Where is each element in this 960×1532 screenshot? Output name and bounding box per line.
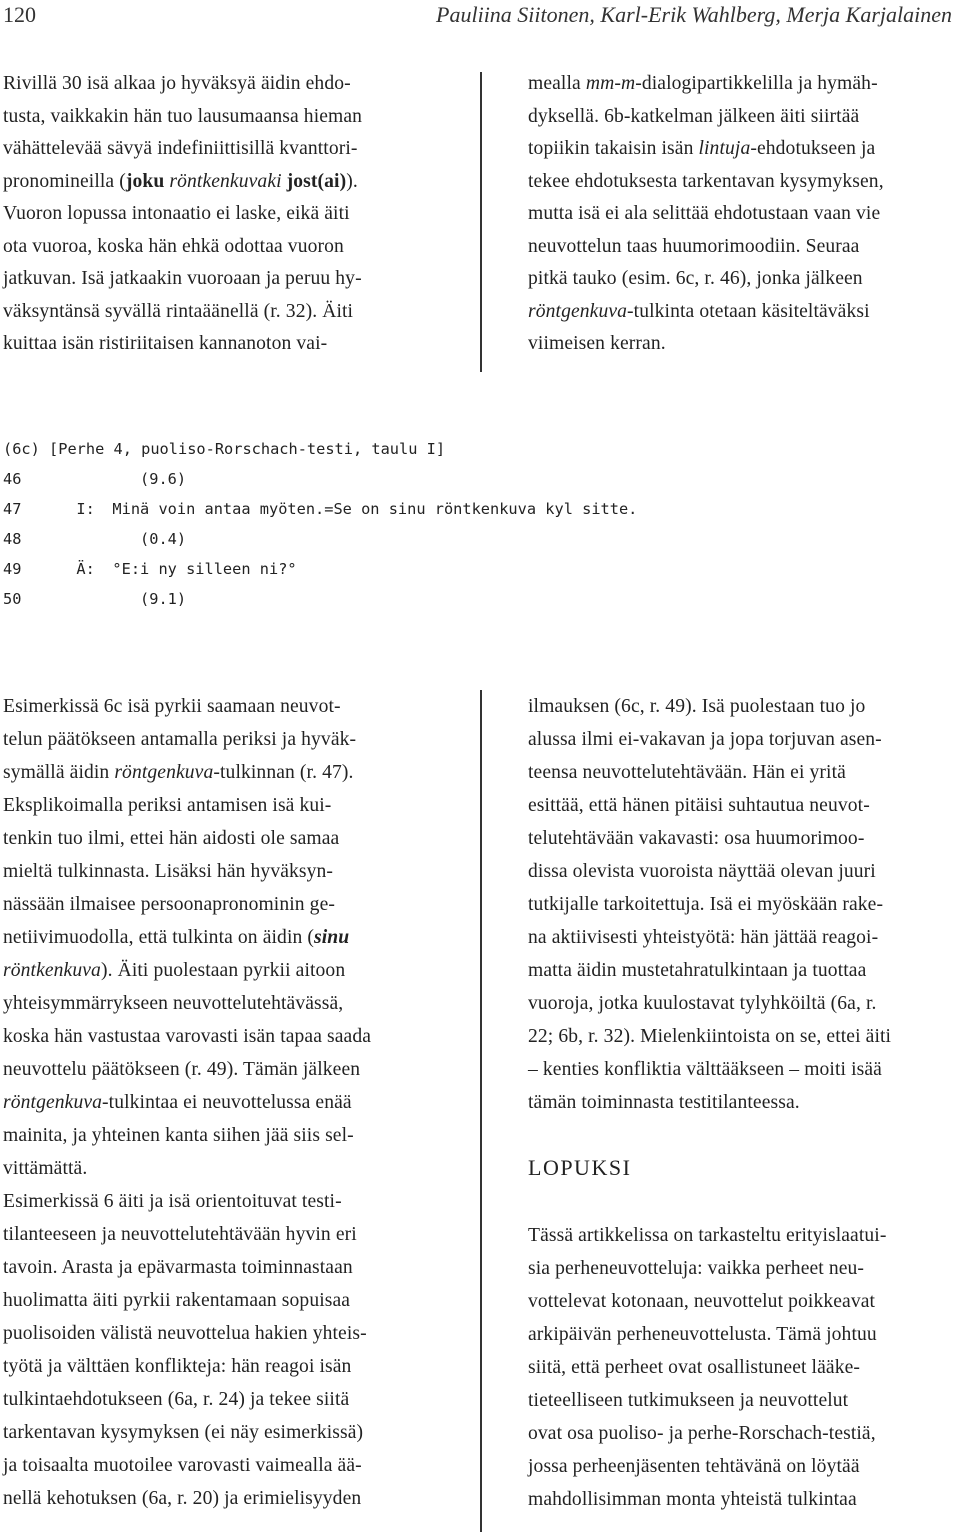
text-line: koska hän vastustaa varovasti isän tapaa saada bbox=[3, 1026, 372, 1047]
text-line: symällä äidin röntgenkuva-tulkinnan (r. 47). bbox=[3, 762, 354, 783]
text-line: puolisoiden välistä neuvottelua hakien yhteis- bbox=[3, 1323, 367, 1344]
transcript-row bbox=[3, 524, 637, 554]
transcript-row bbox=[3, 494, 637, 524]
text-line: ovat osa puoliso- ja perhe-Rorschach-testiä, bbox=[528, 1423, 876, 1444]
text-line: matta äidin mustetahratulkintaan ja tuottaa bbox=[528, 960, 867, 981]
transcript-line-number: 48 bbox=[3, 530, 22, 548]
text-line: mahdollisimman monta yhteistä tulkintaa bbox=[528, 1489, 857, 1510]
text-line: telutehtävään vakavasti: osa huumorimoo- bbox=[528, 828, 865, 849]
text-line: sia perheneuvotteluja: vaikka perheet neu- bbox=[528, 1258, 865, 1279]
text-line: tusta, vaikkakin hän tuo lausumaansa hieman bbox=[3, 105, 363, 127]
transcript-line-number: 50 bbox=[3, 590, 22, 608]
text-line: röntgenkuva-tulkinta otetaan käsiteltäväksi bbox=[528, 300, 870, 322]
text-line: tulkintaehdotukseen (6a, r. 24) ja tekee siitä bbox=[3, 1389, 350, 1410]
text-line: na aktiivisesti yhteistyötä: hän jättää reagoi- bbox=[528, 927, 879, 948]
text-line: mealla mm-m-dialogipartikkelilla ja hymäh- bbox=[528, 73, 878, 94]
text-line: tutkijalle tarkoitettuja. Isä ei myöskään rake- bbox=[528, 894, 884, 915]
text-line: – kenties konfliktia välttääkseen – moiti isää bbox=[528, 1059, 882, 1080]
text-line: röntkenkuva). Äiti puolestaan pyrkii aitoon bbox=[3, 960, 346, 981]
text-line: neuvottelun taas huumorimoodiin. Seuraa bbox=[528, 235, 860, 257]
column-rule-bottom bbox=[480, 690, 482, 1532]
text-line: vuoroja, jotka kuulostavat tylyhköiltä (6a, r. bbox=[528, 993, 877, 1014]
page-number: 120 bbox=[3, 2, 36, 27]
text-line: nässään ilmaisee persoonapronominin ge- bbox=[3, 894, 335, 915]
text-line: röntgenkuva-tulkintaa ei neuvottelussa enää bbox=[3, 1092, 352, 1113]
transcript-example-6c bbox=[3, 434, 637, 614]
text-line: huolimatta äiti pyrkii rakentamaan sopuisaa bbox=[3, 1290, 351, 1311]
text-line: Rivillä 30 isä alkaa jo hyväksyä äidin ehdo- bbox=[3, 73, 351, 94]
text-line: pronomineilla (joku röntkenkuvaki jost(ai)). bbox=[3, 170, 358, 192]
text-line: vittämättä. bbox=[3, 1158, 88, 1179]
text-line: siitä, että perheet ovat osallistuneet lääke- bbox=[528, 1357, 861, 1378]
transcript-title: (6c) [Perhe 4, puoliso-Rorschach-testi, taulu I] bbox=[3, 440, 446, 458]
text-line: työtä ja välttäen konflikteja: hän reagoi isän bbox=[3, 1356, 352, 1377]
text-line: netiivimuodolla, että tulkinta on äidin (sinu bbox=[3, 927, 350, 948]
text-line: nellä kehotuksen (6a, r. 20) ja erimielisyyden bbox=[3, 1488, 362, 1509]
text-line: ja toisaalta muotoilee varovasti vaimealla ää- bbox=[3, 1455, 362, 1476]
transcript-line-number: 49 bbox=[3, 560, 22, 578]
transcript-utterance: (9.6) bbox=[112, 470, 187, 488]
running-header-authors: Pauliina Siitonen, Karl-Erik Wahlberg, Merja Karjalainen bbox=[436, 2, 952, 27]
transcript-line-number: 46 bbox=[3, 470, 22, 488]
transcript-line-number: 47 bbox=[3, 500, 22, 518]
text-line: neuvottelu päätökseen (r. 49). Tämän jälkeen bbox=[3, 1059, 361, 1080]
bottom-left-column bbox=[3, 690, 435, 1515]
text-line: tämän toiminnasta testitilanteessa. bbox=[528, 1092, 800, 1113]
text-line: mainita, ja yhteinen kanta siihen jää siis sel- bbox=[3, 1125, 354, 1146]
text-line: teensa neuvottelutehtävään. Hän ei yritä bbox=[528, 762, 846, 783]
text-line: dissa olevista vuoroista näyttää olevan juuri bbox=[528, 861, 876, 882]
transcript-speaker: I: bbox=[76, 500, 95, 518]
text-line: tilanteeseen ja neuvottelutehtävään hyvin eri bbox=[3, 1224, 357, 1245]
text-line: tavoin. Arasta ja epävarmasta toiminnastaan bbox=[3, 1257, 353, 1278]
text-line: Esimerkissä 6 äiti ja isä orientoituvat testi- bbox=[3, 1191, 342, 1212]
text-line: esittää, että hänen pitäisi suhtautua neuvot- bbox=[528, 795, 870, 816]
text-line: telun päätökseen antamalla periksi ja hyväk- bbox=[3, 729, 357, 750]
text-line: pitkä tauko (esim. 6c, r. 46), jonka jälkeen bbox=[528, 268, 863, 289]
text-line: tarkentavan kysymyksen (ei näy esimerkissä) bbox=[3, 1422, 364, 1443]
lopuksi-paragraph bbox=[528, 1219, 960, 1516]
top-right-column bbox=[528, 68, 958, 361]
transcript-utterance: °E:i ny silleen ni?° bbox=[112, 560, 297, 578]
text-line: Esimerkissä 6c isä pyrkii saamaan neuvot- bbox=[3, 696, 341, 717]
transcript-speaker: Ä: bbox=[76, 560, 95, 578]
text-line: arkipäivän perheneuvottelusta. Tämä johtuu bbox=[528, 1324, 877, 1345]
transcript-utterance: (0.4) bbox=[112, 530, 187, 548]
text-line: jatkuvan. Isä jatkaakin vuoroaan ja peruu hy- bbox=[3, 268, 362, 289]
transcript-utterance: (9.1) bbox=[112, 590, 187, 608]
text-line: dyksellä. 6b-katkelman jälkeen äiti siirtää bbox=[528, 105, 860, 127]
text-line: tieteelliseen tutkimukseen ja neuvottelut bbox=[528, 1390, 849, 1411]
text-line: tekee ehdotuksesta tarkentavan kysymyksen, bbox=[528, 170, 884, 192]
text-line: viimeisen kerran. bbox=[528, 333, 666, 354]
transcript-row bbox=[3, 584, 637, 614]
top-left-column bbox=[3, 68, 433, 361]
text-line: jossa perheenjäsenten tehtävänä on löytää bbox=[528, 1456, 860, 1477]
text-line: ota vuoroa, koska hän ehkä odottaa vuoron bbox=[3, 235, 344, 257]
text-line: alussa ilmi ei-vakavan ja jopa torjuvan asen- bbox=[528, 729, 882, 750]
text-line: vähättelevää sävyä indefiniittisillä kvanttori- bbox=[3, 138, 358, 159]
text-line: Eksplikoimalla periksi antamisen isä kui- bbox=[3, 795, 332, 816]
text-line: yhteisymmärrykseen neuvottelutehtävässä, bbox=[3, 993, 344, 1014]
text-line: topiikin takaisin isän lintuja-ehdotukseen ja bbox=[528, 138, 876, 159]
transcript-row bbox=[3, 464, 637, 494]
text-line: 22; 6b, r. 32). Mielenkiintoista on se, ettei äiti bbox=[528, 1026, 892, 1047]
text-line: vottelevat kotonaan, neuvottelut poikkeavat bbox=[528, 1291, 876, 1312]
text-line: ilmauksen (6c, r. 49). Isä puolestaan tuo jo bbox=[528, 696, 866, 717]
bottom-right-column bbox=[528, 690, 960, 1119]
text-line: väksyntänsä syvällä rintaäänellä (r. 32). Äiti bbox=[3, 300, 354, 322]
column-rule-top bbox=[480, 72, 482, 372]
text-line: mutta isä ei ala selittää ehdotustaan vaan vie bbox=[528, 203, 881, 224]
text-line: tenkin tuo ilmi, ettei hän aidosti ole samaa bbox=[3, 828, 340, 849]
section-heading-lopuksi: LOPUKSI bbox=[528, 1155, 632, 1180]
transcript-row bbox=[3, 554, 637, 584]
text-line: Vuoron lopussa intonaatio ei laske, eikä äiti bbox=[3, 203, 350, 224]
text-line: mieltä tulkinnasta. Lisäksi hän hyväksyn- bbox=[3, 861, 334, 882]
running-header bbox=[0, 0, 960, 26]
text-line: kuittaa isän ristiriitaisen kannanoton vai- bbox=[3, 333, 328, 354]
text-line: Tässä artikkelissa on tarkasteltu erityislaatui- bbox=[528, 1225, 887, 1246]
transcript-utterance: Minä voin antaa myöten.=Se on sinu röntkenkuva kyl sitte. bbox=[112, 500, 638, 518]
